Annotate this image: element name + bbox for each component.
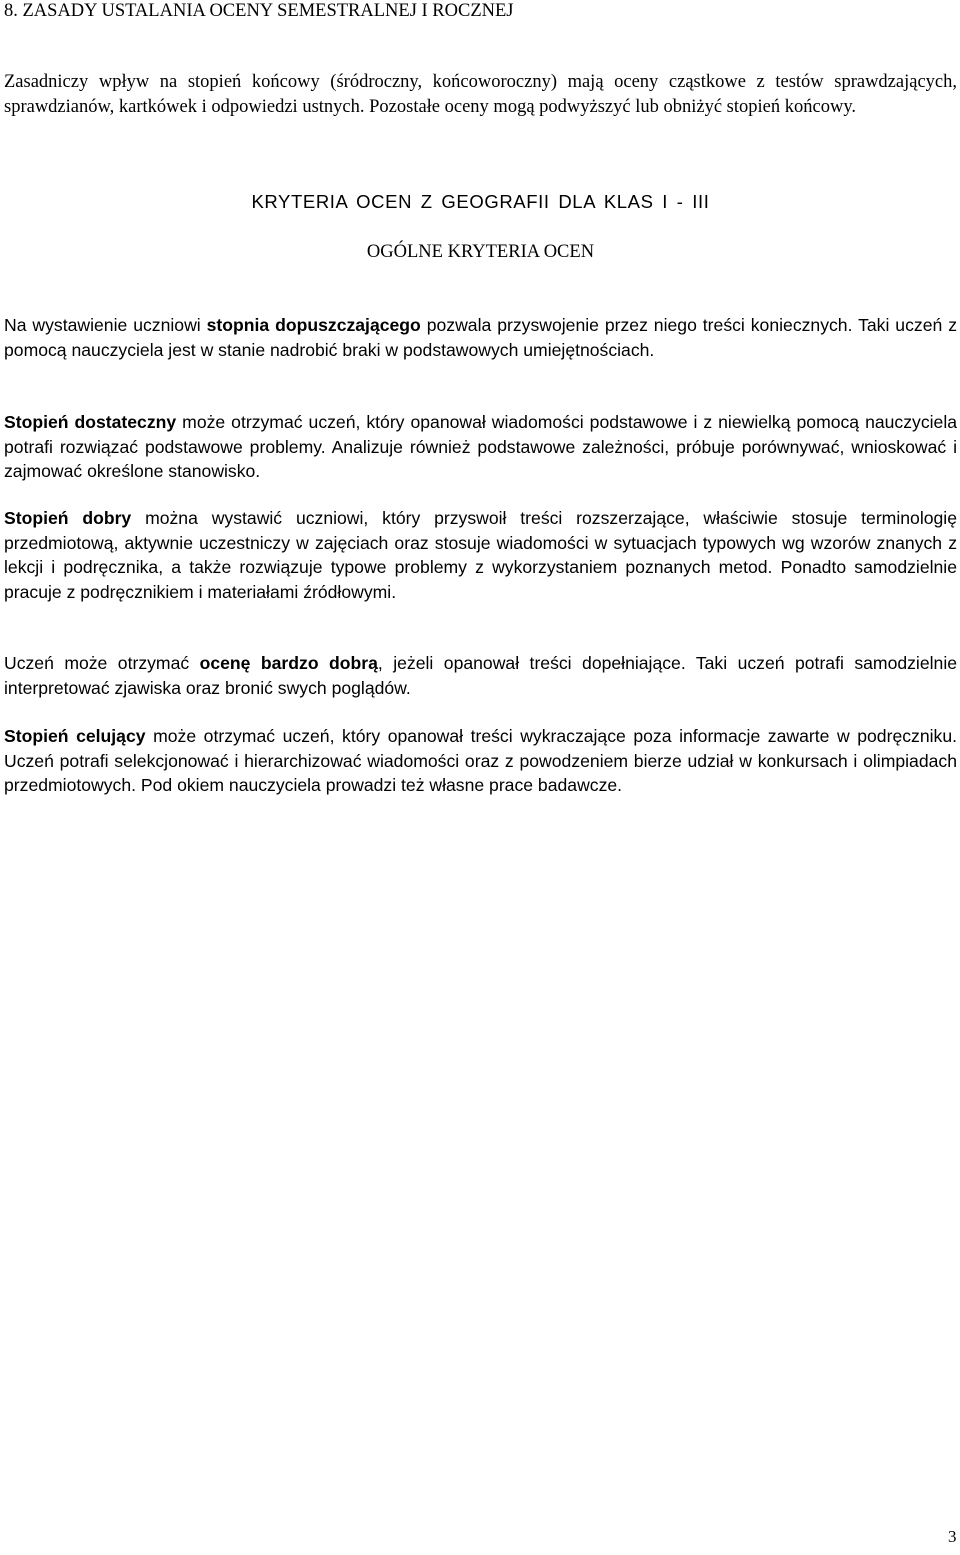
grade-name: stopnia dopuszczającego [206,315,421,335]
grade-paragraph-celujacy [4,724,957,798]
page-number: 3 [948,1527,957,1546]
intro-paragraph: Zasadniczy wpływ na stopień końcowy (śródroczny, końcoworoczny) mają oceny cząstkowe z testów sprawdzających, sprawdzianów, kartkówek i odpowiedzi ustnych. Pozostałe oceny mogą podwyższyć lub obniżyć stopień końcowy. [4,72,957,117]
section-heading: 8. ZASADY USTALANIA OCENY SEMESTRALNEJ I ROCZNEJ [4,1,514,21]
paragraph-lead-text: Uczeń może otrzymać [4,653,200,673]
criteria-title: KRYTERIA OCEN Z GEOGRAFII DLA KLAS I - III [251,191,710,212]
grade-name: Stopień dobry [4,508,132,528]
paragraph-body-text: pozwala przyswojenie przez niego treści koniecznych. Taki uczeń z pomocą nauczyciela jest w stanie nadrobić braki w podstawowych umiejętnościach. [4,315,957,360]
grade-paragraph-dopuszczajacy [4,313,957,362]
paragraph-lead-text: Na wystawienie uczniowi [4,315,207,335]
grade-paragraph-dobry [4,506,957,604]
paragraph-body-text: , jeżeli opanował treści dopełniające. Taki uczeń potrafi samodzielnie interpretować zjawiska oraz bronić swych poglądów. [4,653,958,698]
grade-name: Stopień dostateczny [4,412,177,432]
grade-paragraph-bardzo-dobry [4,651,957,700]
grade-paragraph-dostateczny [4,410,957,484]
paragraph-body-text: może otrzymać uczeń, który opanował treści wykraczające poza informacje zawarte w podręczniku. Uczeń potrafi selekcjonować i hierarchizować wiadomości oraz z powodzeniem bierze udział w konkursach i olimpiadach przedmiotowych. Pod okiem nauczyciela prowadzi też własne prace badawcze. [4,726,957,795]
grade-name: ocenę bardzo dobrą [199,653,378,673]
paragraph-body-text: może otrzymać uczeń, który opanował wiadomości podstawowe i z niewielką pomocą nauczyciela potrafi rozwiązać podstawowe problemy. Analizuje również podstawowe zależności, próbuje porównywać, wnioskować i zajmować określone stanowisko. [4,412,958,481]
grade-name: Stopień celujący [4,726,146,746]
paragraph-body-text: można wystawić uczniowi, który przyswoił treści rozszerzające, właściwie stosuje terminologię przedmiotową, aktywnie uczestniczy w zajęciach oraz stosuje wiadomości w sytuacjach typowych wg wzorów znanych z lekcji i podręcznika, a także rozwiązuje typowe problemy z wykorzystaniem poznanych metod. Ponadto samodzielnie pracuje z podręcznikiem i materiałami źródłowymi. [4,508,957,602]
criteria-subtitle: OGÓLNE KRYTERIA OCEN [366,242,595,262]
